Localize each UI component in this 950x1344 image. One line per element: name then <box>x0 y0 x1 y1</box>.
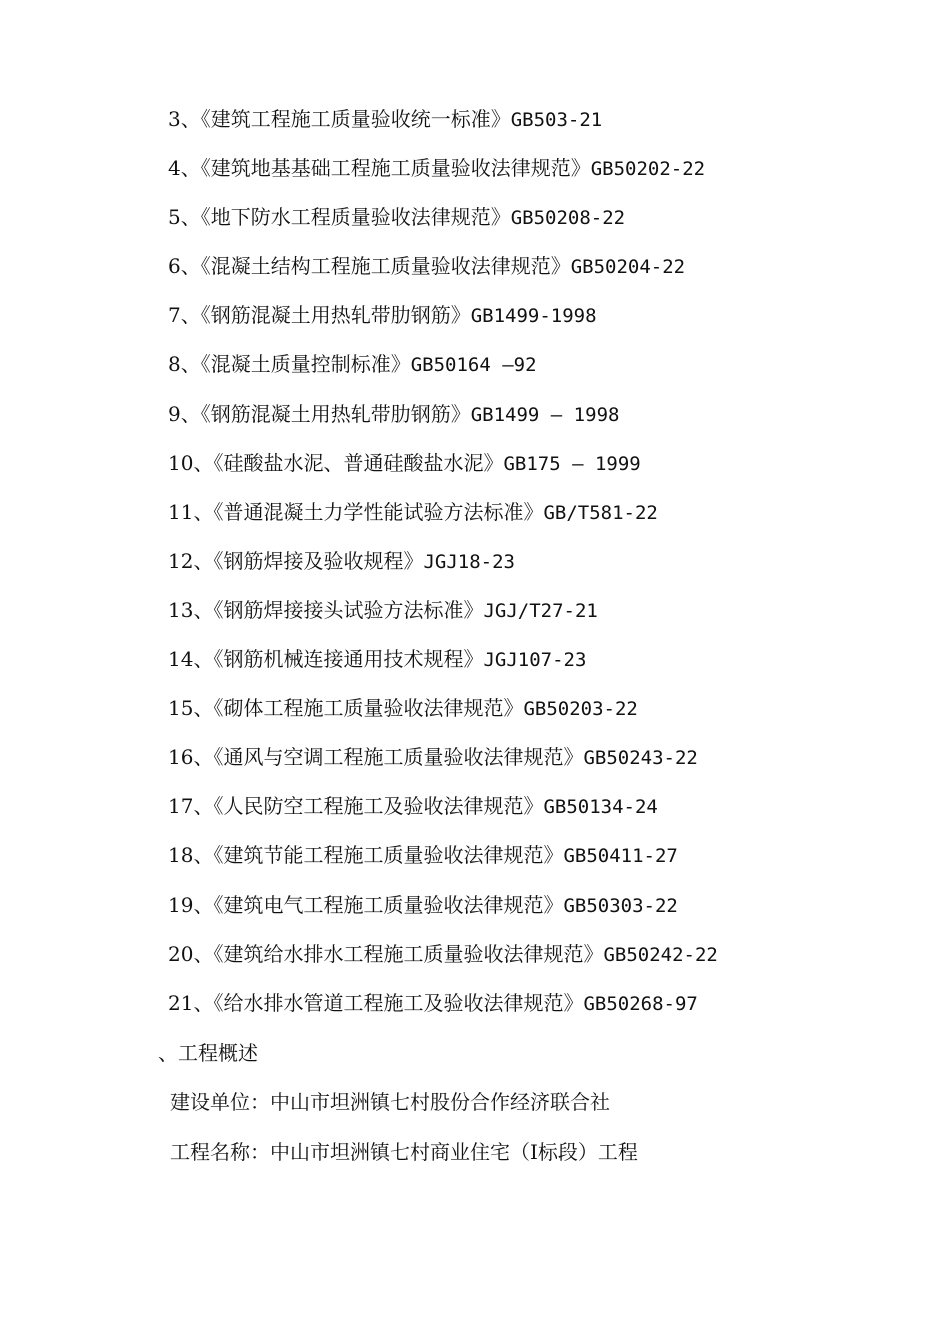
standard-item <box>168 153 718 202</box>
standard-title: 《钢筋焊接及验收规程》 <box>213 548 424 573</box>
standard-item <box>168 497 718 546</box>
standard-title: 《建筑给水排水工程施工质量验收法律规范》 <box>213 941 604 966</box>
standard-code: GB50208-22 <box>510 207 626 230</box>
standard-title: 《钢筋机械连接通用技术规程》 <box>213 647 484 672</box>
standard-number: 10、 <box>168 450 214 475</box>
standard-item <box>168 693 718 742</box>
standard-code: GB50203-22 <box>523 698 638 721</box>
standard-title: 《钢筋混凝土用热轧带肋钢筋》 <box>200 303 471 328</box>
standard-item <box>168 939 718 988</box>
standard-title: 《砌体工程施工质量验收法律规范》 <box>213 696 524 721</box>
section-heading-project-overview: 、工程概述 <box>158 1041 258 1065</box>
standard-number: 16、 <box>168 745 214 770</box>
standard-code: GB/T581-22 <box>543 501 658 524</box>
standard-code: GB503-21 <box>510 109 603 131</box>
standard-title: 《建筑工程施工质量验收统一标准》 <box>200 107 511 131</box>
standard-code: GB50242-22 <box>603 943 718 966</box>
standards-list <box>168 104 718 1037</box>
standard-title: 《建筑节能工程施工质量验收法律规范》 <box>213 843 564 868</box>
standard-item <box>168 546 718 595</box>
standard-item <box>168 988 718 1037</box>
standard-code: GB50134-24 <box>543 796 658 819</box>
standard-number: 18、 <box>168 843 214 868</box>
standard-number: 7、 <box>168 303 201 328</box>
standard-title: 《普通混凝土力学性能试验方法标准》 <box>213 499 544 524</box>
standard-code: GB50202-22 <box>590 158 706 181</box>
standard-item <box>168 251 718 300</box>
project-name-line: 工程名称：中山市坦洲镇七村商业住宅（Ⅰ标段）工程 <box>170 1140 638 1164</box>
standard-title: 《通风与空调工程施工质量验收法律规范》 <box>213 745 584 770</box>
standard-number: 15、 <box>168 696 214 721</box>
standard-number: 5、 <box>168 205 201 230</box>
standard-number: 9、 <box>168 401 201 426</box>
standard-item <box>168 644 718 693</box>
standard-code: GB50164 —92 <box>410 354 537 377</box>
standard-number: 11、 <box>168 499 214 524</box>
standard-code: GB50303-22 <box>563 894 678 917</box>
standard-code: GB50268-97 <box>583 992 698 1015</box>
standard-item <box>168 448 718 497</box>
standard-item <box>168 742 718 791</box>
standard-code: GB50411-27 <box>563 845 678 868</box>
standard-number: 17、 <box>168 794 214 819</box>
standard-title: 《钢筋混凝土用热轧带肋钢筋》 <box>200 401 471 426</box>
standard-item <box>168 300 718 349</box>
standard-number: 12、 <box>168 548 214 573</box>
standard-number: 3、 <box>168 107 201 131</box>
standard-item <box>168 890 718 939</box>
standard-number: 4、 <box>168 156 201 181</box>
standard-number: 20、 <box>168 941 214 966</box>
standard-item <box>168 791 718 840</box>
standard-item <box>168 349 718 398</box>
standard-code: GB175 — 1999 <box>503 452 641 475</box>
standard-number: 21、 <box>168 990 214 1015</box>
standard-number: 14、 <box>168 647 214 672</box>
standard-title: 《人民防空工程施工及验收法律规范》 <box>213 794 544 819</box>
standard-code: GB50204-22 <box>570 256 686 279</box>
standard-item <box>168 202 718 251</box>
standard-code: JGJ18-23 <box>423 550 515 573</box>
standard-title: 《钢筋焊接接头试验方法标准》 <box>213 597 484 622</box>
standard-number: 13、 <box>168 597 214 622</box>
standard-title: 《给水排水管道工程施工及验收法律规范》 <box>213 990 584 1015</box>
standard-title: 《建筑电气工程施工质量验收法律规范》 <box>213 892 564 917</box>
standard-title: 《混凝土质量控制标准》 <box>200 352 411 377</box>
standard-item <box>168 104 718 153</box>
standard-code: GB1499 — 1998 <box>470 403 620 426</box>
standard-item <box>168 595 718 644</box>
standard-item <box>168 399 718 448</box>
standard-number: 8、 <box>168 352 201 377</box>
standard-title: 《建筑地基基础工程施工质量验收法律规范》 <box>200 156 591 181</box>
builder-unit-line: 建设单位：中山市坦洲镇七村股份合作经济联合社 <box>170 1090 610 1114</box>
standard-number: 6、 <box>168 254 201 279</box>
standard-title: 《混凝土结构工程施工质量验收法律规范》 <box>200 254 571 279</box>
standard-title: 《硅酸盐水泥、普通硅酸盐水泥》 <box>213 450 504 475</box>
standard-code: JGJ107-23 <box>483 649 587 672</box>
standard-code: JGJ/T27-21 <box>483 599 598 622</box>
standard-number: 19、 <box>168 892 214 917</box>
standard-code: GB50243-22 <box>583 747 698 770</box>
standard-item <box>168 840 718 889</box>
standard-title: 《地下防水工程质量验收法律规范》 <box>200 205 511 230</box>
standard-code: GB1499-1998 <box>470 305 597 328</box>
